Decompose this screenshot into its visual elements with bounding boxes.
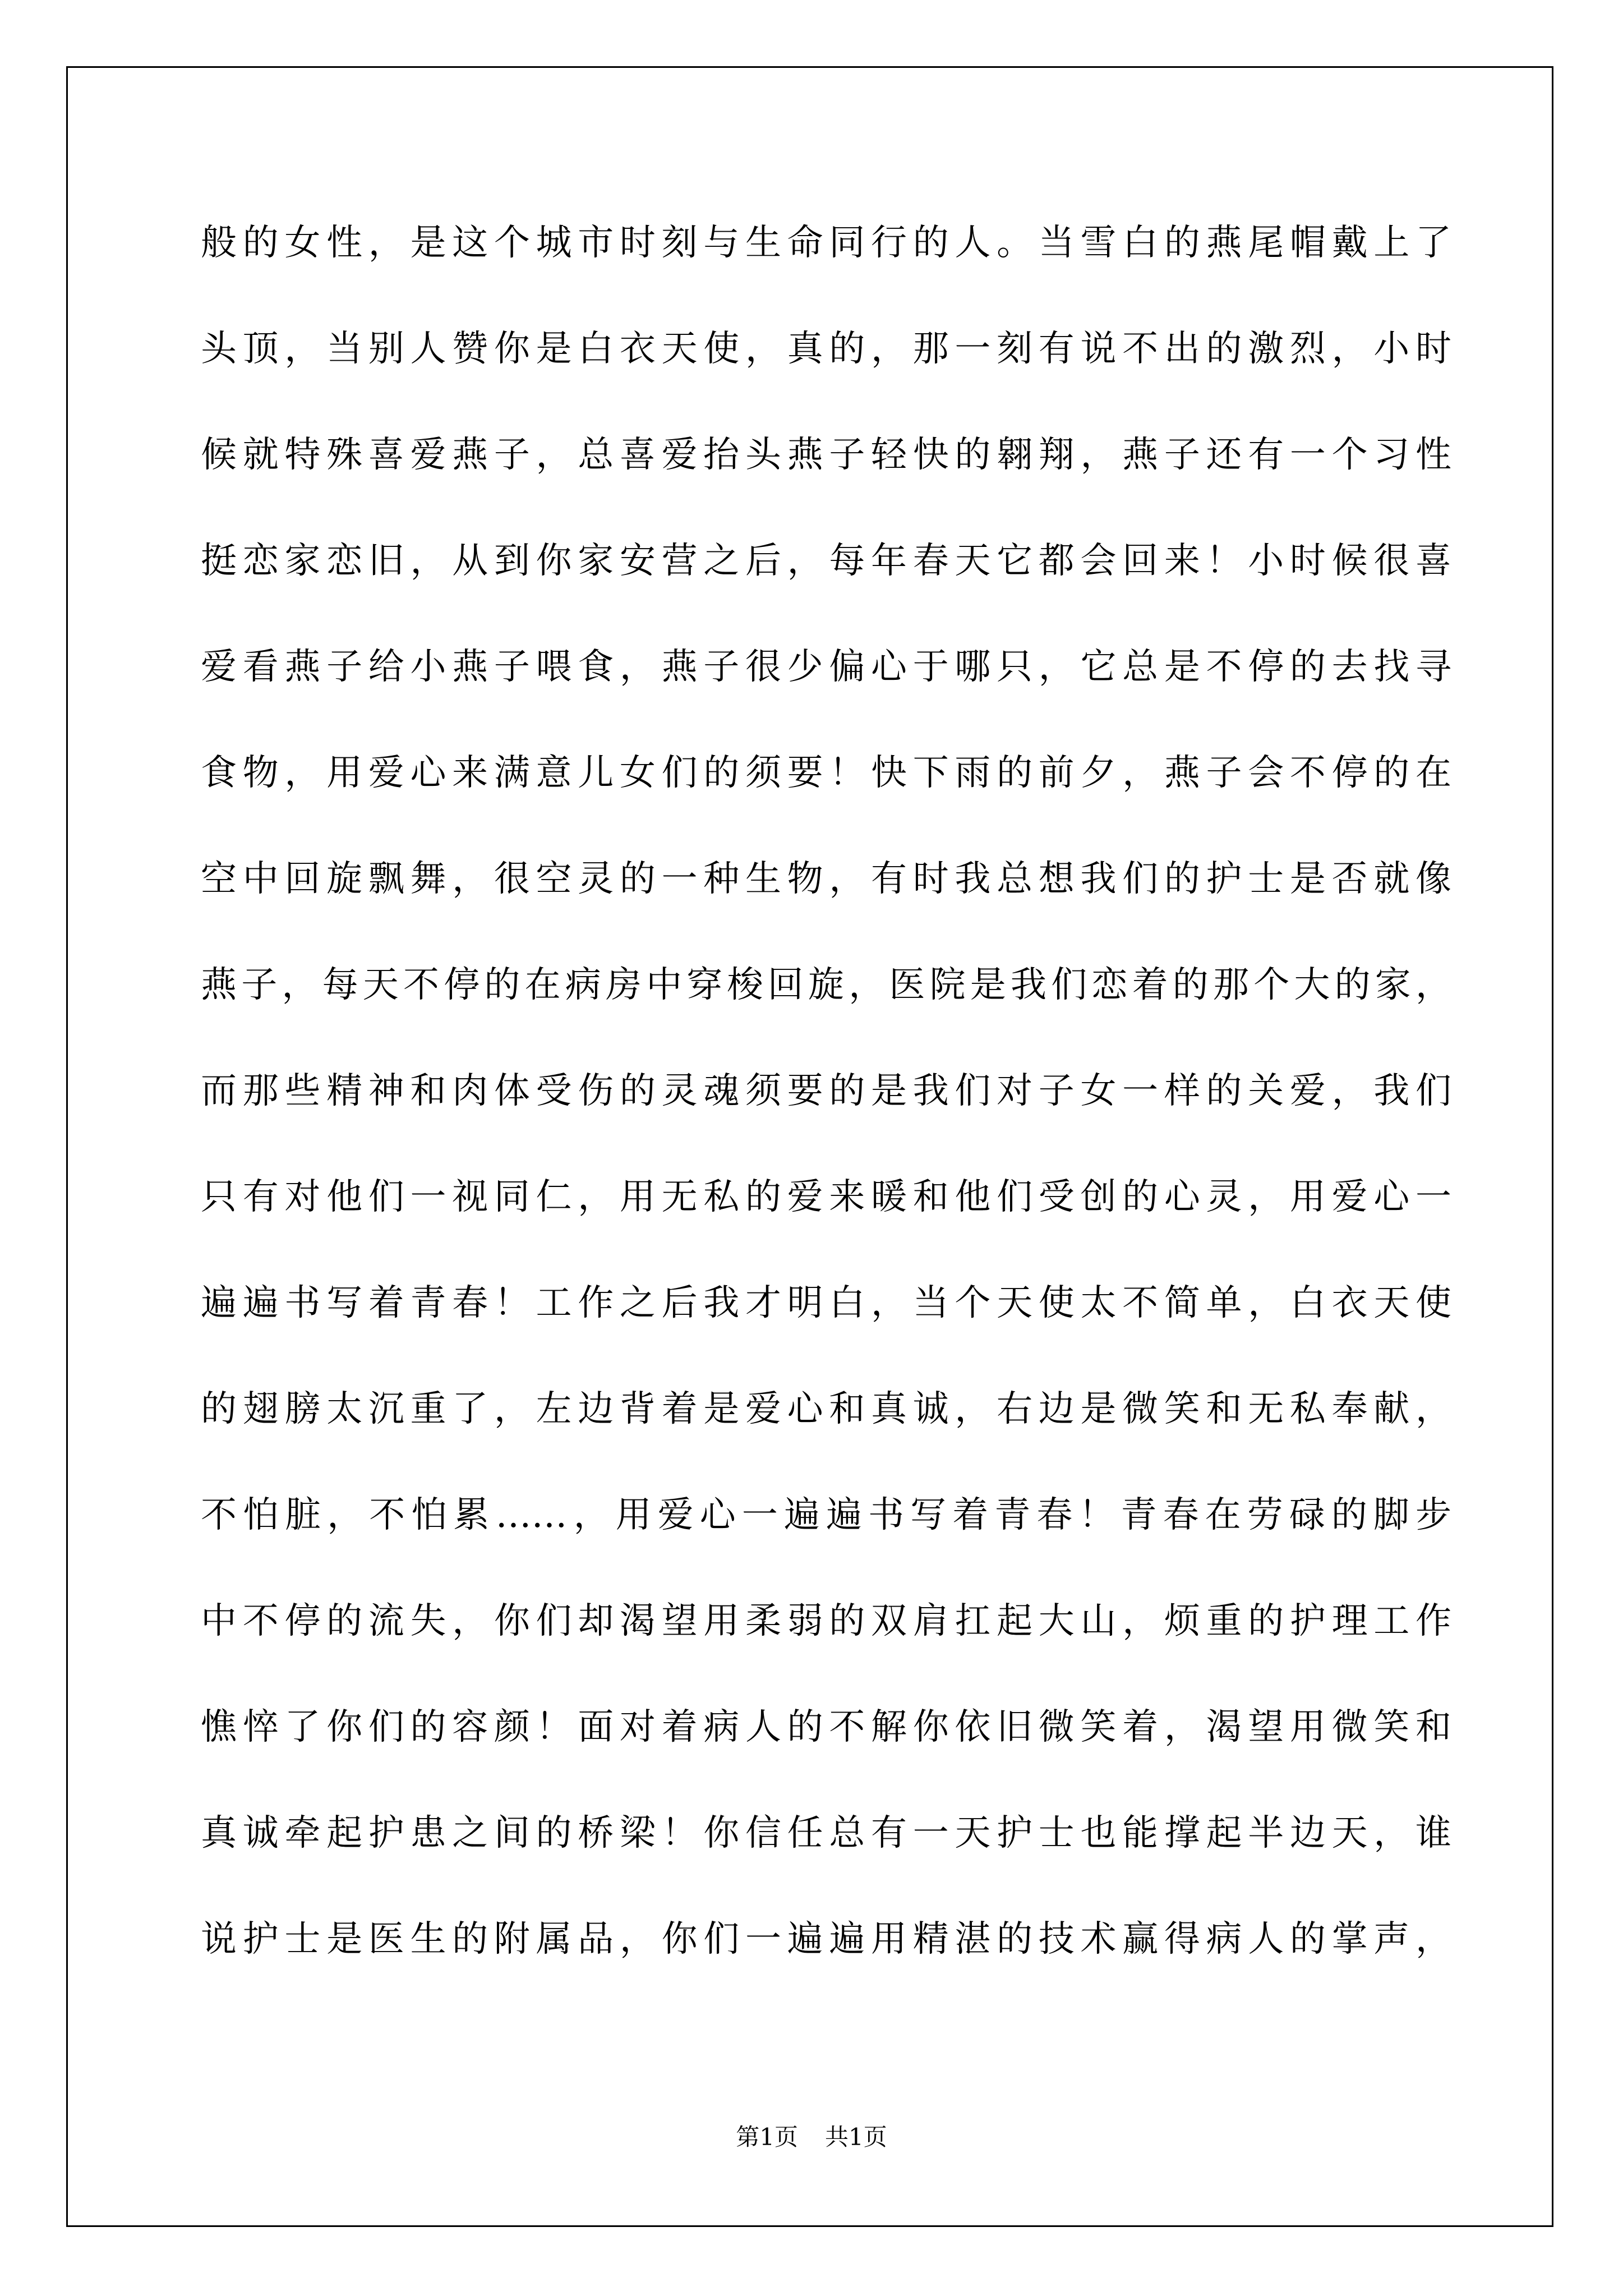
text-line-16: 真诚牵起护患之间的桥梁！你信任总有一天护士也能撑起半边天，谁 xyxy=(201,1812,1451,1854)
page-footer xyxy=(0,2120,1623,2154)
text-line-2: 头顶，当别人赞你是白衣天使，真的，那一刻有说不出的激烈，小时 xyxy=(201,328,1451,370)
text-line-10: 只有对他们一视同仁，用无私的爱来暖和他们受创的心灵，用爱心一 xyxy=(201,1176,1451,1218)
text-line-11: 遍遍书写着青春！工作之后我才明白，当个天使太不简单，白衣天使 xyxy=(201,1282,1451,1324)
text-line-4: 挺恋家恋旧，从到你家安营之后，每年春天它都会回来！小时候很喜 xyxy=(201,540,1451,582)
page-number: 第1页 xyxy=(736,2123,798,2151)
text-line-1: 般的女性，是这个城市时刻与生命同行的人。当雪白的燕尾帽戴上了 xyxy=(201,222,1451,264)
text-line-8: 燕子，每天不停的在病房中穿梭回旋，医院是我们恋着的那个大的家， xyxy=(201,964,1451,1006)
text-line-17: 说护士是医生的附属品，你们一遍遍用精湛的技术赢得病人的掌声， xyxy=(201,1918,1451,1960)
page-total: 共1页 xyxy=(825,2123,887,2151)
text-line-5: 爱看燕子给小燕子喂食，燕子很少偏心于哪只，它总是不停的去找寻 xyxy=(201,646,1451,688)
text-line-14: 中不停的流失，你们却渴望用柔弱的双肩扛起大山，烦重的护理工作 xyxy=(201,1600,1451,1642)
text-line-9: 而那些精神和肉体受伤的灵魂须要的是我们对子女一样的关爱，我们 xyxy=(201,1070,1451,1112)
text-line-3: 候就特殊喜爱燕子，总喜爱抬头燕子轻快的翱翔，燕子还有一个习性 xyxy=(201,434,1451,476)
text-line-7: 空中回旋飘舞，很空灵的一种生物，有时我总想我们的护士是否就像 xyxy=(201,858,1451,900)
text-line-13: 不怕脏，不怕累……，用爱心一遍遍书写着青春！青春在劳碌的脚步 xyxy=(201,1494,1451,1536)
text-line-15: 憔悴了你们的容颜！面对着病人的不解你依旧微笑着，渴望用微笑和 xyxy=(201,1706,1451,1748)
text-line-12: 的翅膀太沉重了，左边背着是爱心和真诚，右边是微笑和无私奉献， xyxy=(201,1388,1451,1430)
text-line-6: 食物，用爱心来满意儿女们的须要！快下雨的前夕，燕子会不停的在 xyxy=(201,752,1451,794)
document-body xyxy=(201,212,1451,2014)
